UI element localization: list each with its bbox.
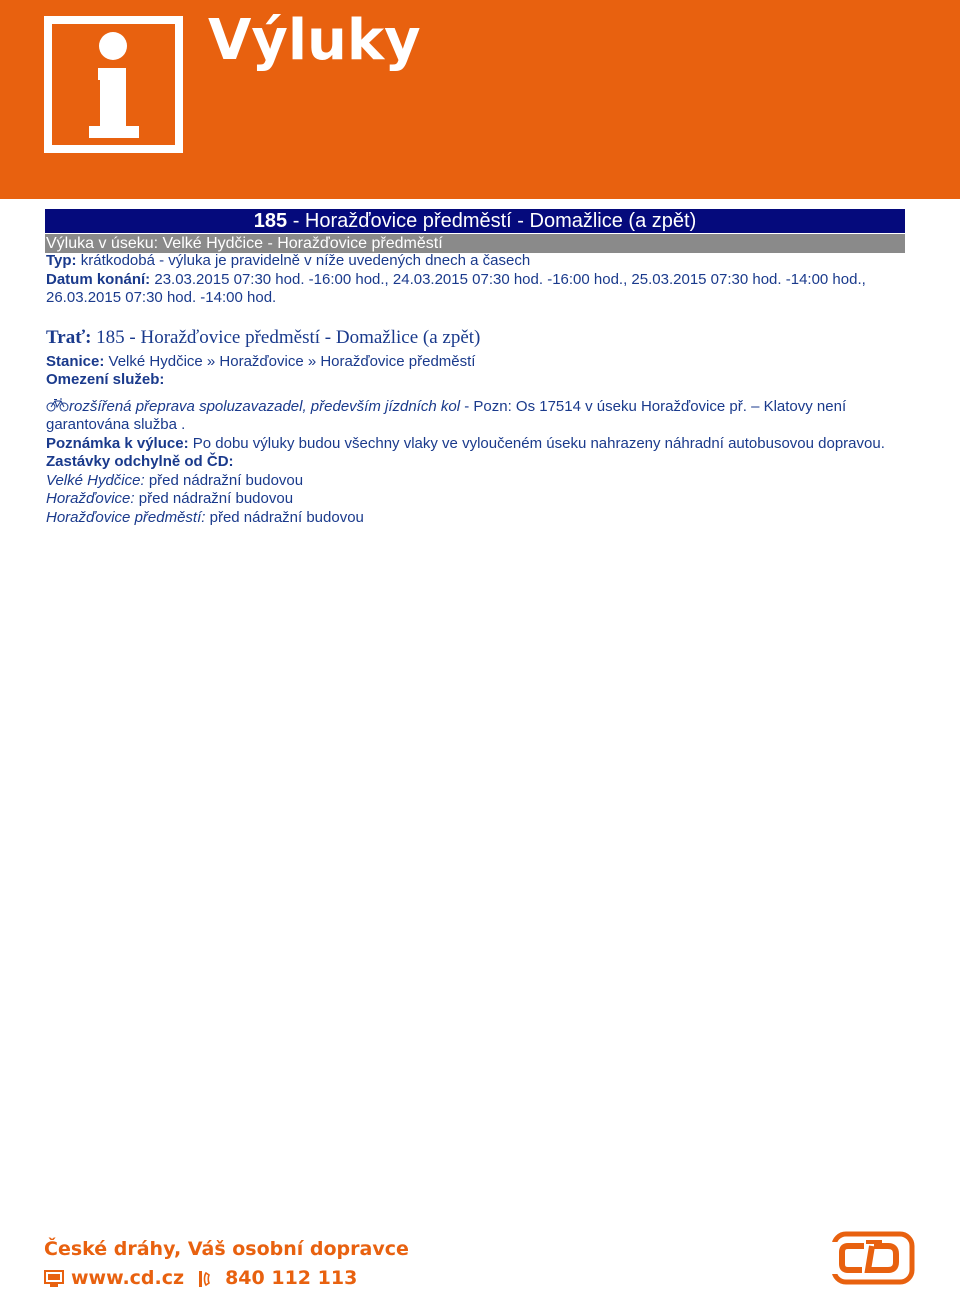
note-value: Po dobu výluky budou všechny vlaky ve vyloučeném úseku nahrazeny náhradní autobusovou dopravou. bbox=[188, 434, 885, 452]
cd-logo bbox=[828, 1230, 916, 1286]
closure-details bbox=[46, 252, 906, 527]
route-number: 185 bbox=[253, 210, 288, 232]
header-banner bbox=[0, 0, 960, 199]
phone-number: 840 112 113 bbox=[225, 1267, 358, 1289]
stations-value: Velké Hydčice » Horažďovice » Horažďovice předměstí bbox=[104, 352, 476, 370]
footer-tagline: České dráhy, Váš osobní dopravce bbox=[44, 1238, 409, 1260]
note-label: Poznámka k výluce: bbox=[46, 434, 189, 452]
stop-station: Horažďovice: bbox=[46, 490, 135, 507]
stop-item bbox=[46, 472, 906, 491]
stations-label: Stanice: bbox=[46, 352, 105, 370]
stop-item bbox=[46, 509, 906, 528]
route-name: - Horažďovice předměstí - Domažlice (a zpět) bbox=[287, 210, 697, 232]
date-value: 23.03.2015 07:30 hod. -16:00 hod., 24.03.2015 07:30 hod. -16:00 hod., 25.03.2015 07:30 hod. -14:00 hod., 26.03.2015 07:30 hod. -14:00 hod. bbox=[46, 270, 866, 306]
type-label: Typ: bbox=[46, 252, 77, 269]
website-link[interactable]: www.cd.cz bbox=[71, 1267, 185, 1289]
restrictions-row bbox=[46, 371, 906, 390]
type-value: krátkodobá - výluka je pravidelně v níže uvedených dnech a časech bbox=[76, 252, 531, 269]
note-row bbox=[46, 435, 906, 454]
restriction-note: - Pozn: Os 17514 v úseku Horažďovice př. – Klatovy není garantována služba . bbox=[46, 397, 847, 433]
phone-icon bbox=[198, 1269, 218, 1287]
line-value: 185 - Horažďovice předměstí - Domažlice (a zpět) bbox=[91, 326, 481, 348]
footer-contact bbox=[44, 1265, 357, 1291]
stops-label: Zastávky odchylně od ČD: bbox=[46, 453, 234, 470]
monitor-icon bbox=[44, 1269, 64, 1287]
line-label: Trať: bbox=[46, 326, 92, 348]
restriction-item bbox=[46, 398, 906, 435]
stop-station: Velké Hydčice: bbox=[46, 471, 145, 489]
stops-row bbox=[46, 453, 906, 472]
restriction-service: rozšířená přeprava spoluzavazadel, především jízdních kol bbox=[69, 397, 461, 415]
stop-place: před nádražní budovou bbox=[144, 471, 304, 489]
route-header bbox=[45, 209, 905, 233]
banner-title: Výluky bbox=[208, 8, 421, 73]
stations-row bbox=[46, 353, 906, 372]
line-row bbox=[46, 327, 906, 349]
info-icon bbox=[44, 16, 183, 153]
bicycle-icon bbox=[46, 398, 69, 412]
stop-place: před nádražní budovou bbox=[134, 490, 294, 507]
date-label: Datum konání: bbox=[46, 270, 151, 288]
date-row bbox=[46, 271, 906, 308]
stop-place: před nádražní budovou bbox=[205, 508, 364, 526]
stop-station: Horažďovice předměstí: bbox=[46, 508, 206, 526]
restrictions-label: Omezení služeb: bbox=[46, 371, 165, 388]
section-bar: Výluka v úseku: Velké Hydčice - Horažďovice předměstí bbox=[45, 234, 905, 253]
stop-item bbox=[46, 490, 906, 509]
type-row bbox=[46, 252, 906, 271]
